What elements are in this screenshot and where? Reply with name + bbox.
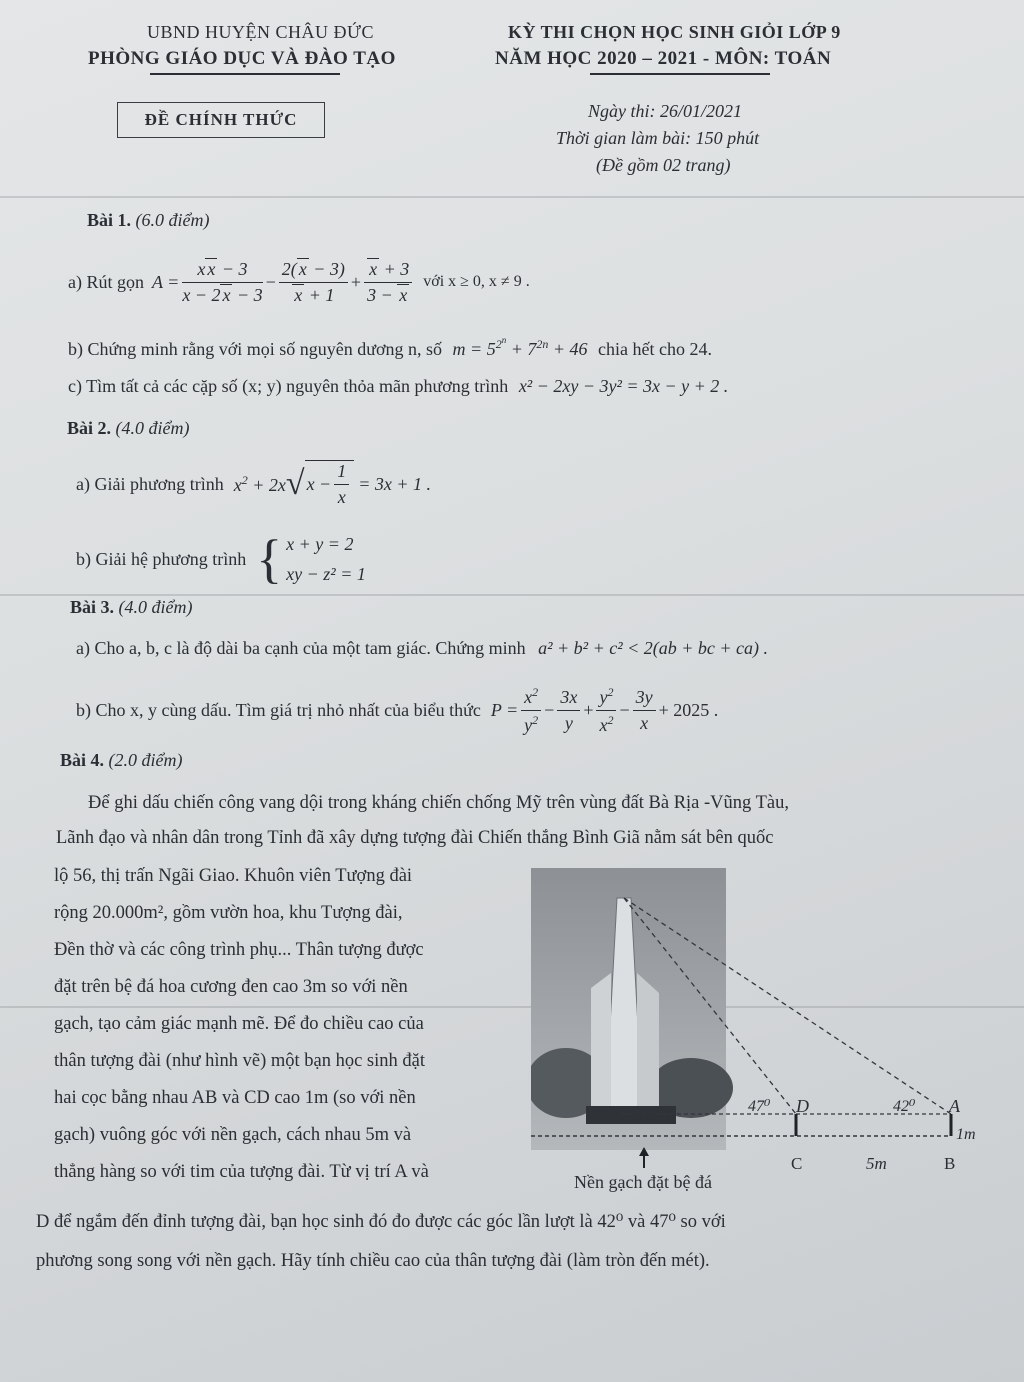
bai2-b-label: b) Giải hệ phương trình <box>76 548 247 569</box>
label-b: B <box>944 1154 956 1173</box>
exam-date: Ngày thi: 26/01/2021 <box>588 101 742 121</box>
bai2-a-label: a) Giải phương trình <box>76 473 224 494</box>
bai3-title: Bài 3. <box>70 597 115 617</box>
bai2-b-eq1: x + y = 2 <box>286 534 354 554</box>
bai4-title: Bài 4. <box>60 750 105 770</box>
bai1-c <box>68 376 728 397</box>
angle-47: 47⁰ <box>748 1098 771 1115</box>
bai3-a <box>76 638 768 659</box>
label-a: A <box>949 1096 960 1116</box>
bai1-c-equation: x² − 2xy − 3y² = 3x − y + 2 . <box>518 376 729 396</box>
bai2-title: Bài 2. <box>67 418 112 438</box>
bai3-a-text: a) Cho a, b, c là độ dài ba cạnh của một tam giác. Chứng minh <box>76 638 526 658</box>
exam-underline <box>590 73 770 75</box>
monument-diagram <box>531 868 1006 1168</box>
bai4-p5: Đền thờ và các công trình phụ... Thân tượng được <box>54 940 424 960</box>
office-underline <box>150 73 340 75</box>
angle-42: 42⁰ <box>893 1098 916 1115</box>
label-5m: 5m <box>866 1154 887 1173</box>
black-pedestal <box>586 1106 676 1124</box>
bai1-a: a) Rút gọn A = $\frac{\text{x x − 3}}{x - 2 x - 3}$ − $\frac{2( x - 3)}{x + 1}$ + $\frac{x + 3}{3 - x}$ với x ≥ 0, x ≠ 9 . <box>68 258 530 305</box>
bai1-a-condition: với x ≥ 0, x ≠ 9 . <box>423 273 530 290</box>
label-c: C <box>791 1154 803 1173</box>
bai3-b: b) Cho x, y cùng dấu. Tìm giá trị nhỏ nhất của biểu thức P = $\frac{x^2}{y^2}$ − $\frac{3x}{y}$ + $\frac{y^2}{x^2}$ − $\frac{3y}{x}$ + 2025 . <box>76 684 719 735</box>
bai1-a-label: a) Rút gọn <box>68 271 144 292</box>
bai1-b-tail: chia hết cho 24. <box>598 339 712 359</box>
bai4-p2: Lãnh đạo và nhân dân trong Tỉnh đã xây dựng tượng đài Chiến thắng Bình Giã nằm sát bên quốc <box>56 828 774 848</box>
monument-figure <box>531 868 1006 1173</box>
bai2-b: b) Giải hệ phương trình { x + y = 2 xy − z² = 1 <box>76 529 366 589</box>
bai4-p6: đặt trên bệ đá hoa cương đen cao 3m so với nền <box>54 977 408 997</box>
monument-wing-left <box>591 973 611 1118</box>
label-d: D <box>796 1096 809 1116</box>
bai4-p1: Để ghi dấu chiến công vang dội trong kháng chiến chống Mỹ trên vùng đất Bà Rịa -Vũng Tàu, <box>88 793 789 813</box>
bai4-p13: phương song song với nền gạch. Hãy tính chiều cao của thân tượng đài (làm tròn đến mét). <box>36 1251 710 1271</box>
bai1-b: b) Chứng minh rằng với mọi số nguyên dương n, số $m = 5^{2^n} + 7^{2n} + 46$ chia hết cho 24. <box>68 335 712 359</box>
bai4-p4: rộng 20.000m², gồm vườn hoa, khu Tượng đài, <box>54 903 403 923</box>
exam-pages: (Đề gồm 02 trang) <box>596 155 731 175</box>
label-1m: 1m <box>956 1126 976 1143</box>
exam-duration: Thời gian làm bài: 150 phút <box>556 128 760 148</box>
bai1-title: Bài 1. <box>87 210 132 230</box>
bai3-a-equation: a² + b² + c² < 2(ab + bc + ca) . <box>538 638 769 658</box>
bai4-p3: lộ 56, thị trấn Ngãi Giao. Khuôn viên Tượng đài <box>54 866 413 886</box>
bai3-heading <box>70 597 193 618</box>
office-name: PHÒNG GIÁO DỤC VÀ ĐÀO TẠO <box>88 48 396 69</box>
bai4-p12: D để ngắm đến đỉnh tượng đài, bạn học sinh đó đo được các góc lần lượt là 42⁰ và 47⁰ so với <box>36 1212 726 1232</box>
bai3-b-text: b) Cho x, y cùng dấu. Tìm giá trị nhỏ nhất của biểu thức <box>76 699 481 720</box>
bai2-heading <box>67 418 190 439</box>
bai4-p9: hai cọc bằng nhau AB và CD cao 1m (so với nền <box>54 1088 416 1108</box>
exam-title: KỲ THI CHỌN HỌC SINH GIỎI LỚP 9 <box>508 22 841 42</box>
bai1-b-text: b) Chứng minh rằng với mọi số nguyên dương n, số <box>68 339 443 359</box>
bai1-heading <box>87 210 210 231</box>
bai3-points: (4.0 điểm) <box>118 597 193 617</box>
bai4-p10: gạch) vuông góc với nền gạch, cách nhau 5m và <box>54 1125 412 1145</box>
bai4-p11: thẳng hàng so với tim của tượng đài. Từ vị trí A và <box>54 1162 429 1182</box>
bai2-points: (4.0 điểm) <box>115 418 190 438</box>
bai4-heading <box>60 750 183 771</box>
dept-name: UBND HUYỆN CHÂU ĐỨC <box>147 22 374 42</box>
bai1-points: (6.0 điểm) <box>135 210 210 230</box>
bai1-c-text: c) Tìm tất cả các cặp số (x; y) nguyên thỏa mãn phương trình <box>68 376 509 396</box>
bai2-a: a) Giải phương trình $x^2 + 2x$ √ x − $\frac{1}{x}$ = 3x + 1 . <box>76 461 431 507</box>
bai2-b-eq2: xy − z² = 1 <box>286 564 366 584</box>
figure-caption: Nền gạch đặt bệ đá <box>574 1172 712 1192</box>
bai4-points: (2.0 điểm) <box>108 750 183 770</box>
bai4-p7: gạch, tạo cảm giác mạnh mẽ. Để đo chiều cao của <box>54 1014 424 1034</box>
bai4-p8: thân tượng đài (như hình vẽ) một bạn học sinh đặt <box>54 1051 425 1071</box>
exam-year-subject: NĂM HỌC 2020 – 2021 - MÔN: TOÁN <box>495 48 832 69</box>
official-badge: ĐỀ CHÍNH THỨC <box>117 102 325 138</box>
monument-wing-right <box>637 973 659 1118</box>
